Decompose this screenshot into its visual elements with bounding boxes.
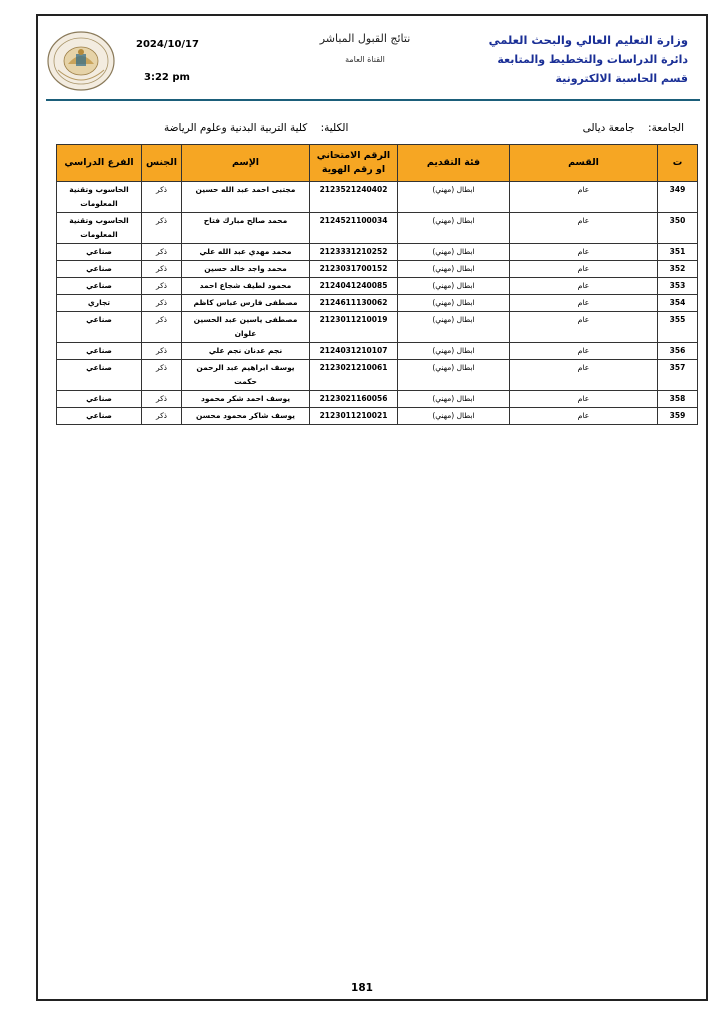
cell-gender: ذكر xyxy=(142,213,182,244)
cell-branch: صناعي xyxy=(57,261,142,278)
cell-serial: 349 xyxy=(658,182,698,213)
cell-category: ابطال (مهني) xyxy=(398,244,510,261)
table-row xyxy=(57,244,698,261)
header-divider xyxy=(46,99,700,101)
print-time: 3:22 pm xyxy=(144,72,190,83)
cell-name: محمود لطيف شجاع احمد xyxy=(182,278,310,295)
header-exam-id-line1: الرقم الامتحاني xyxy=(316,150,391,161)
header-category: فئة التقديم xyxy=(398,145,510,182)
print-date: 2024/10/17 xyxy=(136,39,199,50)
cell-serial: 356 xyxy=(658,343,698,360)
cell-category: ابطال (مهني) xyxy=(398,391,510,408)
cell-branch: صناعي xyxy=(57,391,142,408)
cell-gender: ذكر xyxy=(142,343,182,360)
cell-name: مصطفى ياسين عبد الحسين علوان xyxy=(182,312,310,343)
cell-name: يوسف ابراهيم عبد الرحمن حكمت xyxy=(182,360,310,391)
cell-department: عام xyxy=(510,343,658,360)
table-row xyxy=(57,295,698,312)
cell-exam-id: 2123021210061 xyxy=(310,360,398,391)
cell-category: ابطال (مهني) xyxy=(398,278,510,295)
cell-gender: ذكر xyxy=(142,295,182,312)
table-row xyxy=(57,360,698,391)
admission-results-table xyxy=(56,144,698,425)
cell-department: عام xyxy=(510,295,658,312)
cell-gender: ذكر xyxy=(142,261,182,278)
header-serial: ت xyxy=(658,145,698,182)
table-row xyxy=(57,408,698,425)
university-info xyxy=(583,122,684,134)
cell-department: عام xyxy=(510,278,658,295)
cell-exam-id: 2123011210021 xyxy=(310,408,398,425)
cell-name: يوسف شاكر محمود محسن xyxy=(182,408,310,425)
cell-name: مصطفى فارس عباس كاظم xyxy=(182,295,310,312)
table-row xyxy=(57,391,698,408)
cell-category: ابطال (مهني) xyxy=(398,312,510,343)
cell-exam-id: 2123521240402 xyxy=(310,182,398,213)
cell-branch: الحاسوب وتقنية المعلومات xyxy=(57,213,142,244)
header-name: الإسم xyxy=(182,145,310,182)
cell-gender: ذكر xyxy=(142,312,182,343)
header-exam-id xyxy=(310,145,398,182)
channel-label: القناة العامة xyxy=(345,55,385,64)
cell-name: محمد واجد خالد حسين xyxy=(182,261,310,278)
cell-serial: 352 xyxy=(658,261,698,278)
cell-name: نجم عدنان نجم علي xyxy=(182,343,310,360)
cell-gender: ذكر xyxy=(142,391,182,408)
cell-exam-id: 2123331210252 xyxy=(310,244,398,261)
document-title: نتائج القبول المباشر xyxy=(319,32,411,45)
cell-branch: تجاري xyxy=(57,295,142,312)
cell-department: عام xyxy=(510,391,658,408)
cell-serial: 357 xyxy=(658,360,698,391)
cell-category: ابطال (مهني) xyxy=(398,182,510,213)
ministry-seal-logo xyxy=(46,30,116,92)
cell-department: عام xyxy=(510,244,658,261)
cell-exam-id: 2123031700152 xyxy=(310,261,398,278)
cell-branch: صناعي xyxy=(57,278,142,295)
cell-category: ابطال (مهني) xyxy=(398,343,510,360)
header-department: القسم xyxy=(510,145,658,182)
cell-category: ابطال (مهني) xyxy=(398,213,510,244)
header-exam-id-line2: او رقم الهوية xyxy=(321,164,386,175)
cell-serial: 355 xyxy=(658,312,698,343)
cell-gender: ذكر xyxy=(142,360,182,391)
table-row xyxy=(57,278,698,295)
college-info xyxy=(164,122,348,134)
header-gender: الجنس xyxy=(142,145,182,182)
table-header-row xyxy=(57,145,698,182)
cell-gender: ذكر xyxy=(142,244,182,261)
cell-department: عام xyxy=(510,182,658,213)
table-row xyxy=(57,261,698,278)
cell-branch: صناعي xyxy=(57,312,142,343)
cell-category: ابطال (مهني) xyxy=(398,408,510,425)
cell-name: محمد صالح مبارك فتاح xyxy=(182,213,310,244)
table-row xyxy=(57,182,698,213)
cell-department: عام xyxy=(510,213,658,244)
cell-department: عام xyxy=(510,312,658,343)
cell-category: ابطال (مهني) xyxy=(398,360,510,391)
college-label: الكلية: xyxy=(320,122,349,134)
cell-exam-id: 2124521100034 xyxy=(310,213,398,244)
cell-exam-id: 2124611130062 xyxy=(310,295,398,312)
table-row xyxy=(57,312,698,343)
department-name: دائرة الدراسات والتخطيط والمتابعة xyxy=(497,53,688,66)
cell-serial: 350 xyxy=(658,213,698,244)
cell-serial: 353 xyxy=(658,278,698,295)
cell-exam-id: 2124031210107 xyxy=(310,343,398,360)
cell-branch: الحاسوب وتقنية المعلومات xyxy=(57,182,142,213)
cell-branch: صناعي xyxy=(57,408,142,425)
page-number: 181 xyxy=(351,982,373,994)
cell-serial: 351 xyxy=(658,244,698,261)
cell-name: مجتبى احمد عبد الله حسين xyxy=(182,182,310,213)
college-value: كلية التربية البدنية وعلوم الرياضة xyxy=(164,122,308,134)
ministry-header xyxy=(478,31,688,88)
cell-category: ابطال (مهني) xyxy=(398,261,510,278)
cell-branch: صناعي xyxy=(57,343,142,360)
cell-serial: 359 xyxy=(658,408,698,425)
cell-exam-id: 2124041240085 xyxy=(310,278,398,295)
ministry-name: وزارة التعليم العالي والبحث العلمي xyxy=(488,33,688,47)
cell-category: ابطال (مهني) xyxy=(398,295,510,312)
cell-department: عام xyxy=(510,261,658,278)
cell-gender: ذكر xyxy=(142,182,182,213)
cell-gender: ذكر xyxy=(142,278,182,295)
cell-gender: ذكر xyxy=(142,408,182,425)
cell-name: محمد مهدي عبد الله علي xyxy=(182,244,310,261)
cell-serial: 354 xyxy=(658,295,698,312)
cell-branch: صناعي xyxy=(57,360,142,391)
cell-department: عام xyxy=(510,360,658,391)
cell-serial: 358 xyxy=(658,391,698,408)
cell-exam-id: 2123011210019 xyxy=(310,312,398,343)
cell-exam-id: 2123021160056 xyxy=(310,391,398,408)
cell-department: عام xyxy=(510,408,658,425)
cell-name: يوسف احمد شكر محمود xyxy=(182,391,310,408)
university-label: الجامعة: xyxy=(648,122,684,134)
table-row xyxy=(57,343,698,360)
cell-branch: صناعي xyxy=(57,244,142,261)
table-row xyxy=(57,213,698,244)
university-value: جامعة ديالى xyxy=(582,122,635,134)
section-name: قسم الحاسبة الالكترونية xyxy=(555,72,688,85)
header-branch: الفرع الدراسي xyxy=(57,145,142,182)
document-title-block xyxy=(290,32,440,64)
